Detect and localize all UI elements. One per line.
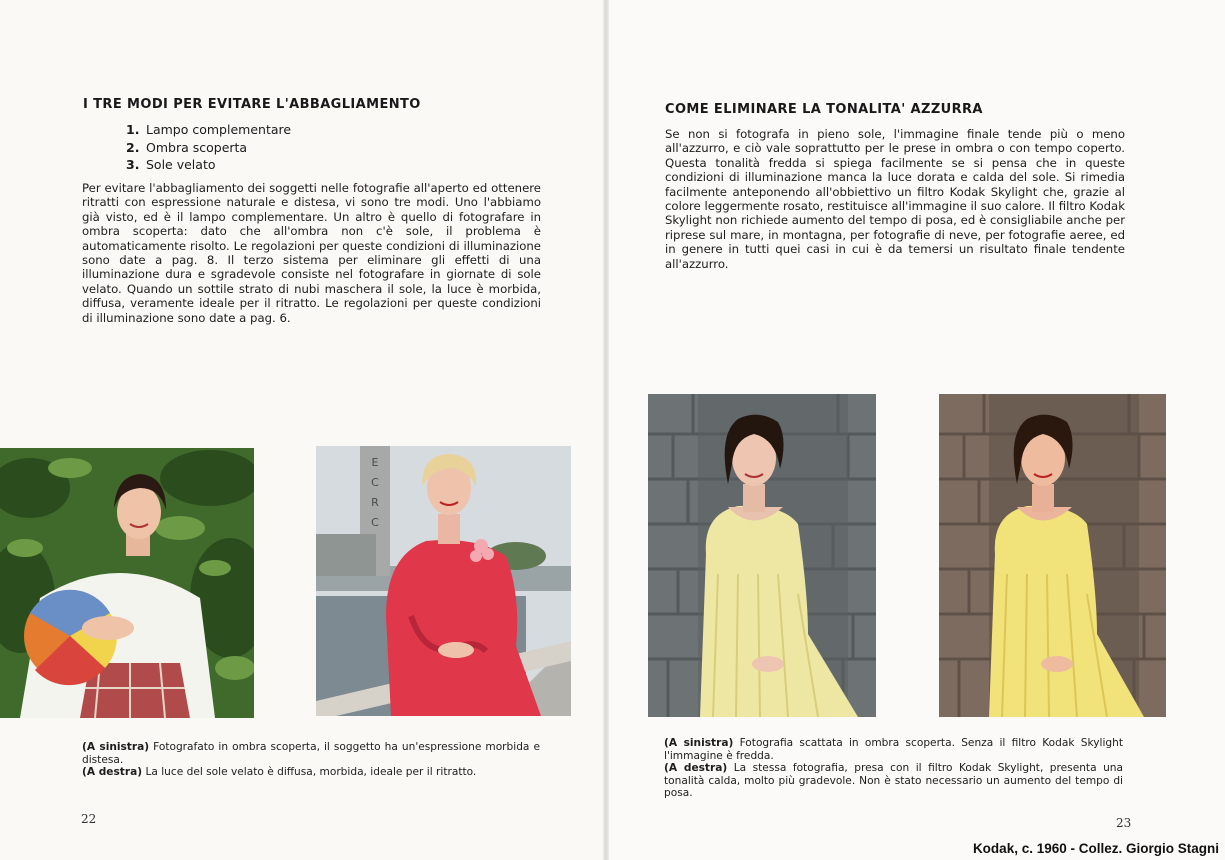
- photo-hazy-sun-woman-art: [316, 446, 571, 716]
- right-caption: [664, 737, 1123, 800]
- step-text: Ombra scoperta: [146, 139, 248, 155]
- caption-text: Fotografato in ombra scoperta, il soggetto ha un'espressione morbida e distesa.: [82, 741, 540, 766]
- left-caption: [82, 741, 540, 779]
- right-caption-line-2: [664, 762, 1123, 800]
- caption-label: (A destra): [664, 762, 728, 775]
- steps-list: [126, 121, 291, 174]
- photo-open-shade-girl-art: [0, 448, 254, 718]
- left-caption-line-2: [82, 766, 540, 779]
- photo-with-skylight: [939, 394, 1166, 717]
- caption-label: (A sinistra): [664, 737, 734, 749]
- left-heading: I TRE MODI PER EVITARE L'ABBAGLIAMENTO: [83, 97, 421, 112]
- photo-with-skylight-art: [939, 394, 1166, 717]
- photo-open-shade-girl: [0, 448, 254, 718]
- step-text: Lampo complementare: [146, 122, 292, 137]
- step-item: [126, 139, 291, 157]
- sign-letter: C: [371, 476, 379, 489]
- photo-hazy-sun-woman: [316, 446, 571, 716]
- caption-label: (A destra): [82, 766, 143, 779]
- page-number-left: 22: [81, 812, 97, 826]
- page-number-right: 23: [1116, 816, 1132, 830]
- right-caption-line-1: [664, 737, 1123, 762]
- sign-letter: C: [371, 516, 379, 529]
- left-caption-line-1: [82, 741, 540, 766]
- photo-without-skylight-art: [648, 394, 876, 717]
- left-page: [0, 0, 606, 860]
- photo-without-skylight: [648, 394, 876, 717]
- step-number: 3.: [126, 157, 140, 172]
- book-gutter: [603, 0, 609, 860]
- step-text: Sole velato: [146, 157, 216, 172]
- collection-credit: Kodak, c. 1960 - Collez. Giorgio Stagni: [972, 841, 1219, 856]
- step-item: [126, 121, 291, 139]
- step-number: 2.: [126, 139, 140, 155]
- step-number: 1.: [126, 122, 140, 137]
- sign-letter: R: [371, 496, 379, 509]
- sign-letter: E: [371, 456, 379, 469]
- caption-text: La stessa fotografia, presa con il filtro Kodak Skylight, presenta una tonalità calda, molto più gradevole. Non è stato necessario un aumento del tempo di posa.: [664, 762, 1123, 800]
- caption-label: (A sinistra): [82, 741, 150, 753]
- step-item: [126, 156, 291, 174]
- right-body-text: Se non si fotografa in pieno sole, l'immagine finale tende più o meno all'azzurro, e ciò vale soprattutto per le prese in ombra o con tempo coperto. Questa tonalità fredda si spiega facilmente se si pensa che in queste condizioni di illuminazione manca la luce dorata e calda del sole. Si rimedia facilmente anteponendo all'obbiettivo un filtro Kodak Skylight che, grazie al colore leggermente rosato, restituisce all'immagine il suo calore. Il filtro Kodak Skylight non richiede aumento del tempo di posa, ed è consigliabile anche per riprese sul mare, in montagna, per fotografie di neve, per fotografie aeree, ed in genere in tutti quei casi in cui è da temersi un risultato finale tendente all'azzurro.: [665, 127, 1125, 271]
- caption-text: Fotografia scattata in ombra scoperta. Senza il filtro Kodak Skylight l'immagine è fredda.: [664, 737, 1123, 762]
- right-heading: COME ELIMINARE LA TONALITA' AZZURRA: [665, 102, 983, 117]
- left-body-text: Per evitare l'abbagliamento dei soggetti nelle fotografie all'aperto ed ottenere ritratti con espressione naturale e distesa, vi sono tre modi. Uno l'abbiamo già visto, ed è il lampo complementare. Un altro è quello di fotografare in ombra scoperta: dato che all'ombra non c'è sole, il problema è automaticamente risolto. Le regolazioni per queste condizioni di illuminazione sono date a pag. 8. Il terzo sistema per eliminare gli effetti di una illuminazione dura e sgradevole consiste nel fotografare in giornate di sole velato. Quando un sottile strato di nubi maschera il sole, la luce è morbida, diffusa, veramente ideale per il ritratto. Le regolazioni per queste condizioni di illuminazione sono date a pag. 6.: [82, 181, 541, 325]
- caption-text: La luce del sole velato è diffusa, morbida, ideale per il ritratto.: [145, 766, 477, 779]
